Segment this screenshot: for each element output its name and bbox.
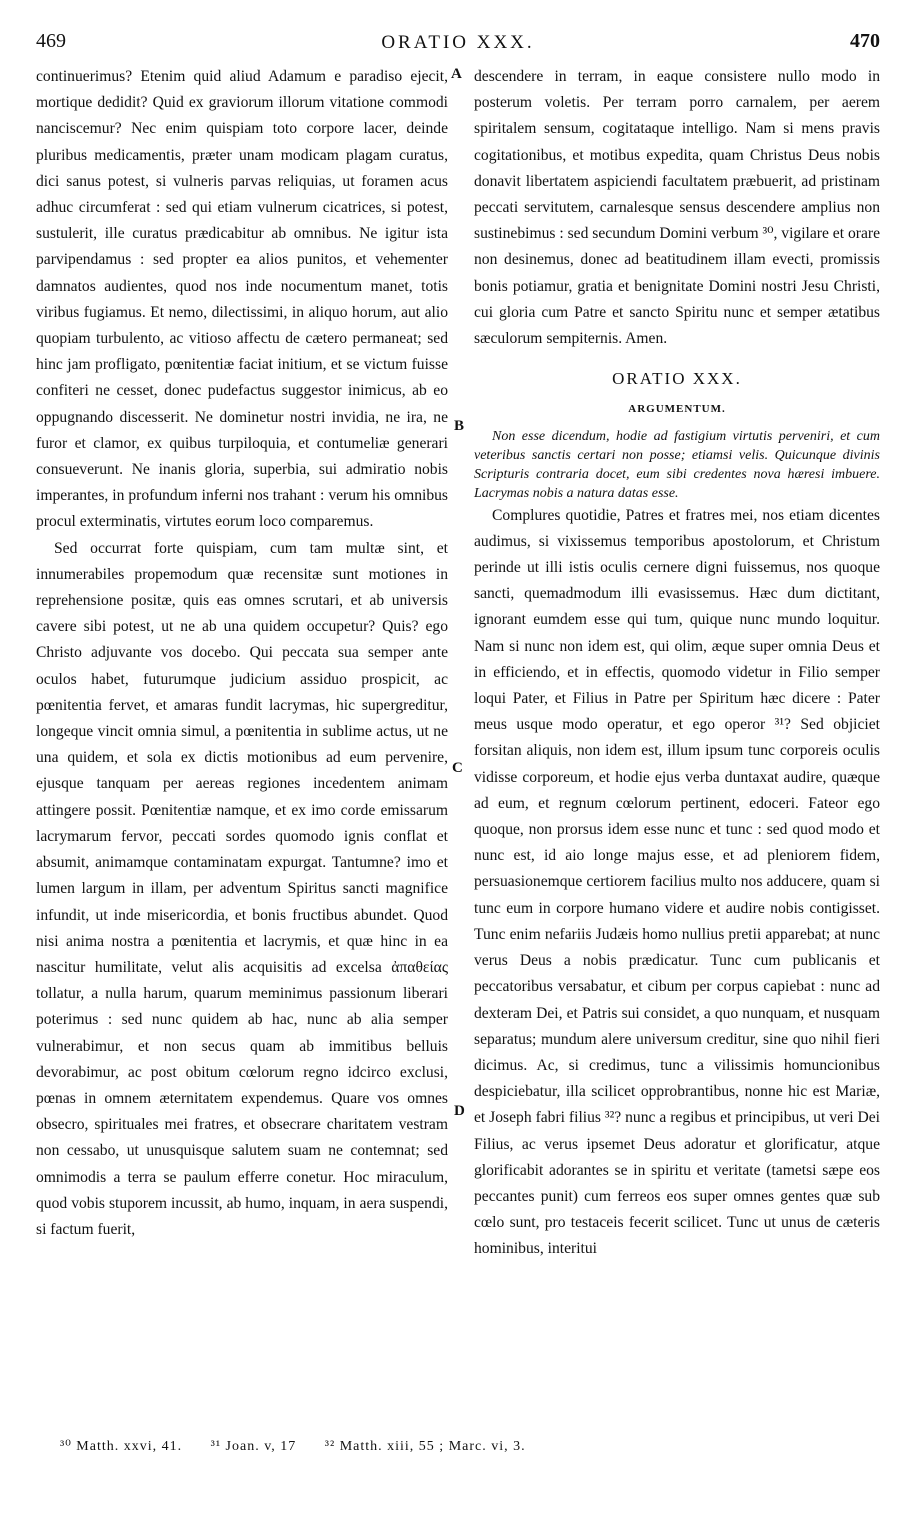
left-paragraph-2: Sed occurrat forte quispiam, cum tam multæ sint, et innumerabiles propemodum quæ recensitæ sunt motiones in reprehensione positæ, quis eas omnes scrutari, et ab universis cavere sibi potest, ut ne ab una quidem occupetur? Quis? ego Christo adjuvante vos docebo. Qui peccata sua semper ante oculos habet, futurumque judicium assiduo prospicit, ac pœnitentia fervet, et amaras fundit lacrymas, hic supergreditur, longeque vincit omnia simul, a pœnitentia in sublime actus, ut ne una quidem, et sola ex dictis motionibus ad eum pervenire, ejusque tanquam per aereas regiones incedentem animam attingere possit. Pœnitentiæ namque, et ex imo corde emissarum lacrymarum fervor, peccati sordes quomodo ignis conflat et absumit, animamque contaminatam expurgat. Tantumne? imo et lumen largum in illam, per adventum Spiritus sancti magnifice infundit, ut inde misericordia, et bonis fructibus abundet. Quod nisi anima nostra a pœnitentia et lacrymis, et quæ hinc in ea nascitur humilitate, velut alis acquisitis ad excelsa ἀπαθείας tollatur, a nulla harum, quarum meminimus passionum liberari poterimus : sed nunc quidem ab hac, nunc ab alia semper vulnerabimur, et non secus quam ab immitibus belluis devorabimur, ac post obitum cœlorum regno idcirco exclusi, pœnas in omnem æternitatem expendemus. Quare vos omnes obsecro, spirituales mei fratres, et obsecrare charitatem vestram non cessabo, ut unusquisque salutem suam ne contemnat; sed omnimodis a terra se paulum efferre conetur. Hoc miraculum, quod vobis stuporem incussit, ab humo, inquam, in aera suspendi, si factum fuerit, [36,539,448,1238]
right-top-paragraph: descendere in terram, in eaque consistere nullo modo in posterum voletis. Per terram porro carnalem, per aerem spiritalem sensum, cogitataque intelligo. Nam si mens pravis cogitationibus, et motibus expedita, quam Christus Deus nobis donavit libertatem aspiciendi facultatem præbuerit, ad pristinam peccati servitutem, carnalesque sensus descendere amplius non sustinebimus : sed secundum Domini verbum ³⁰, vigilare et orare non desinemus, donec ad beatitudinem illam evecti, promissis bonis potiamur, gratia et benignitate Domini nostri Jesu Christi, cui gloria cum Patre et sancto Spiritu nunc et semper ætatibus sæculorum sempiternis. Amen. [474,68,880,348]
margin-letter-d: D [454,1103,465,1119]
footnotes [60,1438,860,1455]
right-column [474,64,880,1263]
footnote-32: ³² Matth. xiii, 55 ; Marc. vi, 3. [324,1439,526,1454]
page-number-right: 470 [850,30,880,52]
footnote-31: ³¹ Joan. v, 17 [210,1439,297,1454]
margin-letter-b: B [454,418,465,434]
right-body-paragraph: Complures quotidie, Patres et fratres mei, nos etiam dicentes audimus, si vixissemus temporibus apostolorum, et Christum perinde ut illi istis oculis cernere digni fuissemus, nos quoque sancti, quemadmodum illi evasissemus. Hæc dum dictitant, ignorant eumdem esse qui tum, quique nunc mundo loquitur. Nam si nunc non idem est, qui olim, æque super omnia Deus et in efficiendo, et in effectis, quomodo videtur in Filio semper loqui Pater, et Filius in Patre per Spiritum hæc dicere : Pater meus usque modo operatur, et ego operor ³¹? Sed objiciet forsitan aliquis, non idem est, illum ipsum tunc corporeis oculis vidisse corporeum, et hodie ejus verba duntaxat audire, quæque ad eum, et regnum cœlorum pertinent, edoceri. Fateor ego quoque, non prorsus idem esse nunc et tunc : sed quod modo et nunc est, id aio longe majus esse, et ad pleniorem fidem, persuasionemque certiorem facilius multo nos adducere, quam si tunc eum in corpore humano videre et audire nobis contigisset. Tunc enim nefariis Judæis homo nullius pretii apparebat; at nunc verus Deus a nobis prædicatur. Tunc cum publicanis et peccatoribus versabatur, et cibum per corpus capiebat : nunc ad dexteram Dei, et Patris sui considet, a quo nunquam, et nusquam separatus; mundum alere universum creditur, sine quo nihil fieri dicimus. Ac, si credimus, tunc a vilissimis homuncionibus despiciebatur, illa scilicet opprobrantibus, nonne hic est Mariæ, et Joseph fabri filius ³²? nunc a regibus et principibus, ut veri Dei Filius, ac verus ipsemet Deus adoratur et glorificatur, atque glorificabit adorantes se in spiritu et veritate (tametsi sæpe eos peccantes punit) cum ferreos eos super omnes gentes quæ sub cœlo sunt, pro testaceis fecerit scilicet. Tunc ut unus de cæteris hominibus, interitui [474,506,880,1258]
margin-letter-c: C [452,760,463,776]
argumentum-text: Non esse dicendum, hodie ad fastigium virtutis perveniri, et cum veteribus sanctis certari non posse; etiamsi velis. Quicunque divinis Scripturis contraria docet, eum sibi credentes nova hæresi imbuere. Lacrymas nobis a natura datas esse. [474,428,880,501]
left-paragraph-1: continuerimus? Etenim quid aliud Adamum e paradiso ejecit, mortique dedidit? Quid ex graviorum illorum vitatione commodi nanciscemur? Nec enim quispiam toto corpore lacer, deinde pluribus medicamentis, præter unam modicam plagam curatus, dici sanus potest, si vulneris parvas reliquias, ut foramen acus adhuc circumferat : sed qui etiam vulnerum cicatrices, si potest, sustulerit, ille curatus prædicabitur ab omnibus. Ne igitur ista parvipendamus : sed propter ea alios punitos, et vehementer damnatos audientes, quod nos inde nocumentum manet, totis viribus fugiamus. Et nemo, dilectissimi, in aliquo horum, aut alio quopiam turbulento, ac vitioso affectu de cætero permaneat; sed hinc jam profligato, pœnitentiæ faciat initium, et se victum fuisse confiteri ne cesset, donec pudefactus suggestor inimicus, ab eo oppugnando discesserit. Ne dominetur nostri invidia, ne ira, ne furor et clamor, ex quibus turpiloquia, et contumeliæ generari consueverunt. Ne inanis gloria, superbia, sui admiratio nobis imperantes, in profundum inferni nos trahant : verum his omnibus procul exterminatis, virtutes eorum loco comparemus. [36,68,448,531]
left-column [36,64,448,1243]
margin-letter-a: A [451,66,462,82]
footnote-30: ³⁰ Matth. xxvi, 41. [60,1439,183,1454]
running-title: ORATIO XXX. [381,32,535,53]
page-header [0,30,916,60]
page-number-left: 469 [36,30,66,52]
argumentum-label: ARGUMENTUM. [628,403,726,416]
oratio-title: ORATIO XXX. [612,369,742,389]
